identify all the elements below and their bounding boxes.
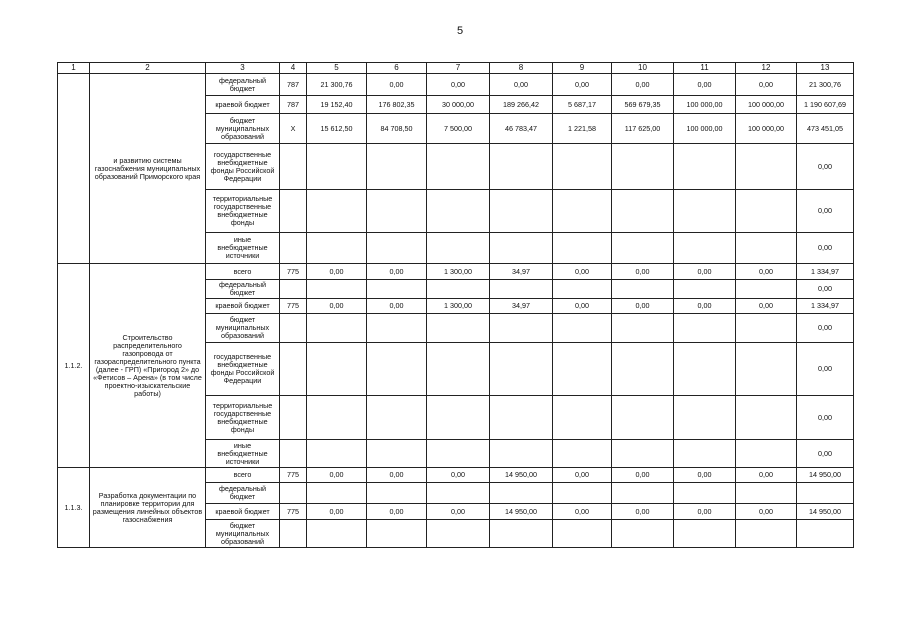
year-amount [612,520,674,548]
year-amount: 0,00 [553,264,612,280]
year-amount: 0,00 [736,468,797,483]
year-amount [367,233,427,264]
year-amount [612,440,674,468]
year-amount: 1 221,58 [553,114,612,144]
year-amount: 117 625,00 [612,114,674,144]
grbs-code [280,190,307,233]
grbs-code: 775 [280,264,307,280]
year-amount [490,440,553,468]
year-amount [736,314,797,343]
year-amount [674,233,736,264]
year-amount [367,190,427,233]
year-amount: 0,00 [367,299,427,314]
year-amount [553,280,612,299]
total-amount [797,520,854,548]
year-amount [307,233,367,264]
year-amount [490,483,553,504]
header-row [58,63,854,74]
header-cell: 11 [674,63,736,74]
grbs-code: 775 [280,468,307,483]
header-cell: 6 [367,63,427,74]
year-amount [307,144,367,190]
year-amount [367,343,427,396]
year-amount [553,396,612,440]
funding-source: иные внебюджетные источники [206,440,280,468]
grbs-code: 787 [280,74,307,96]
grbs-code: X [280,114,307,144]
year-amount [674,520,736,548]
year-amount: 0,00 [674,264,736,280]
year-amount [553,144,612,190]
year-amount [367,314,427,343]
item-name: Строительство распределительного газопровода от газораспределительного пункта (далее - ГРП) «Пригород 2» до «Фетисов – Арена» (в том числе проектно-изыскательские работы) [90,264,206,468]
year-amount: 0,00 [307,264,367,280]
year-amount [307,190,367,233]
year-amount [674,314,736,343]
year-amount: 19 152,40 [307,96,367,114]
year-amount [490,343,553,396]
year-amount: 21 300,76 [307,74,367,96]
year-amount: 7 500,00 [427,114,490,144]
year-amount [427,520,490,548]
year-amount [612,396,674,440]
year-amount: 0,00 [427,504,490,520]
year-amount: 0,00 [307,299,367,314]
year-amount: 100 000,00 [736,114,797,144]
year-amount: 0,00 [553,74,612,96]
funding-source: федеральный бюджет [206,280,280,299]
funding-source: федеральный бюджет [206,74,280,96]
year-amount [553,343,612,396]
year-amount [612,280,674,299]
year-amount: 30 000,00 [427,96,490,114]
year-amount: 569 679,35 [612,96,674,114]
year-amount: 46 783,47 [490,114,553,144]
year-amount [553,440,612,468]
funding-source: всего [206,468,280,483]
year-amount [307,280,367,299]
year-amount [307,483,367,504]
year-amount [367,440,427,468]
year-amount [367,483,427,504]
year-amount [674,343,736,396]
year-amount: 0,00 [427,74,490,96]
year-amount [307,314,367,343]
grbs-code [280,440,307,468]
total-amount: 473 451,05 [797,114,854,144]
grbs-code [280,233,307,264]
grbs-code [280,396,307,440]
year-amount [736,343,797,396]
year-amount [427,190,490,233]
total-amount: 0,00 [797,440,854,468]
year-amount [367,520,427,548]
year-amount: 0,00 [736,504,797,520]
year-amount: 189 266,42 [490,96,553,114]
funding-source: территориальные государственные внебюджетные фонды [206,190,280,233]
total-amount: 1 334,97 [797,299,854,314]
year-amount [612,190,674,233]
year-amount [367,396,427,440]
grbs-code [280,343,307,396]
table-body [58,63,854,548]
total-amount: 0,00 [797,314,854,343]
total-amount: 14 950,00 [797,504,854,520]
year-amount: 0,00 [674,74,736,96]
year-amount: 100 000,00 [736,96,797,114]
year-amount [612,314,674,343]
year-amount [674,396,736,440]
year-amount: 84 708,50 [367,114,427,144]
year-amount: 5 687,17 [553,96,612,114]
year-amount [553,483,612,504]
year-amount: 0,00 [307,504,367,520]
year-amount: 0,00 [553,468,612,483]
year-amount [736,280,797,299]
year-amount [736,520,797,548]
year-amount [427,483,490,504]
total-amount: 14 950,00 [797,468,854,483]
year-amount: 0,00 [612,74,674,96]
year-amount: 0,00 [427,468,490,483]
year-amount [674,144,736,190]
year-amount [553,314,612,343]
year-amount [307,520,367,548]
year-amount: 34,97 [490,264,553,280]
total-amount [797,483,854,504]
total-amount: 0,00 [797,233,854,264]
total-amount: 1 334,97 [797,264,854,280]
grbs-code: 775 [280,504,307,520]
year-amount [427,314,490,343]
year-amount [307,440,367,468]
year-amount: 0,00 [553,299,612,314]
grbs-code [280,483,307,504]
year-amount: 0,00 [612,504,674,520]
year-amount [490,396,553,440]
year-amount [612,233,674,264]
year-amount [427,233,490,264]
funding-source: иные внебюджетные источники [206,233,280,264]
header-cell: 3 [206,63,280,74]
year-amount [736,233,797,264]
year-amount [674,280,736,299]
year-amount [307,343,367,396]
header-cell: 1 [58,63,90,74]
total-amount: 0,00 [797,343,854,396]
year-amount: 0,00 [553,504,612,520]
item-code: 1.1.2. [58,264,90,468]
year-amount: 1 300,00 [427,264,490,280]
funding-source: территориальные государственные внебюджетные фонды [206,396,280,440]
year-amount: 0,00 [612,468,674,483]
header-cell: 9 [553,63,612,74]
year-amount: 100 000,00 [674,96,736,114]
total-amount: 0,00 [797,280,854,299]
year-amount: 0,00 [612,299,674,314]
year-amount [612,144,674,190]
item-code [58,74,90,264]
year-amount: 15 612,50 [307,114,367,144]
year-amount: 100 000,00 [674,114,736,144]
funding-source: всего [206,264,280,280]
year-amount [612,343,674,396]
item-name: и развитию системы газоснабжения муниципальных образований Приморского края [90,74,206,264]
year-amount [612,483,674,504]
funding-source: бюджет муниципальных образований [206,114,280,144]
grbs-code: 787 [280,96,307,114]
funding-source: федеральный бюджет [206,483,280,504]
year-amount: 0,00 [674,468,736,483]
year-amount [736,483,797,504]
funding-source: государственные внебюджетные фонды Российской Федерации [206,343,280,396]
table-row [58,468,854,483]
year-amount: 176 802,35 [367,96,427,114]
header-cell: 5 [307,63,367,74]
total-amount: 0,00 [797,190,854,233]
year-amount [736,396,797,440]
year-amount: 0,00 [307,468,367,483]
year-amount [736,190,797,233]
year-amount [427,440,490,468]
year-amount: 0,00 [367,74,427,96]
year-amount [427,144,490,190]
grbs-code [280,144,307,190]
year-amount: 14 950,00 [490,468,553,483]
header-cell: 13 [797,63,854,74]
item-name: Разработка документации по планировке территории для размещения линейных объектов газоснабжения [90,468,206,548]
year-amount: 0,00 [367,264,427,280]
year-amount: 0,00 [736,264,797,280]
header-cell: 4 [280,63,307,74]
year-amount [307,396,367,440]
budget-table [57,62,854,548]
year-amount [490,520,553,548]
year-amount [674,190,736,233]
funding-source: бюджет муниципальных образований [206,314,280,343]
year-amount [490,280,553,299]
page-number: 5 [456,25,464,37]
year-amount: 14 950,00 [490,504,553,520]
total-amount: 1 190 607,69 [797,96,854,114]
total-amount: 21 300,76 [797,74,854,96]
grbs-code: 775 [280,299,307,314]
year-amount [553,520,612,548]
year-amount: 34,97 [490,299,553,314]
funding-source: государственные внебюджетные фонды Российской Федерации [206,144,280,190]
year-amount [736,144,797,190]
year-amount: 0,00 [490,74,553,96]
year-amount [490,233,553,264]
year-amount: 0,00 [612,264,674,280]
year-amount [427,280,490,299]
year-amount: 0,00 [736,299,797,314]
grbs-code [280,520,307,548]
year-amount [367,144,427,190]
year-amount [553,190,612,233]
year-amount: 0,00 [367,468,427,483]
header-cell: 8 [490,63,553,74]
total-amount: 0,00 [797,144,854,190]
year-amount [736,440,797,468]
year-amount [490,190,553,233]
year-amount: 1 300,00 [427,299,490,314]
funding-source: бюджет муниципальных образований [206,520,280,548]
header-cell: 7 [427,63,490,74]
table-row [58,264,854,280]
year-amount [367,280,427,299]
funding-source: краевой бюджет [206,299,280,314]
year-amount: 0,00 [367,504,427,520]
header-cell: 2 [90,63,206,74]
year-amount [674,483,736,504]
funding-source: краевой бюджет [206,504,280,520]
year-amount: 0,00 [674,504,736,520]
grbs-code [280,314,307,343]
year-amount: 0,00 [674,299,736,314]
year-amount [490,314,553,343]
year-amount [427,343,490,396]
header-cell: 12 [736,63,797,74]
table-row [58,74,854,96]
year-amount [674,440,736,468]
year-amount: 0,00 [736,74,797,96]
year-amount [490,144,553,190]
item-code: 1.1.3. [58,468,90,548]
year-amount [427,396,490,440]
total-amount: 0,00 [797,396,854,440]
grbs-code [280,280,307,299]
funding-source: краевой бюджет [206,96,280,114]
header-cell: 10 [612,63,674,74]
year-amount [553,233,612,264]
